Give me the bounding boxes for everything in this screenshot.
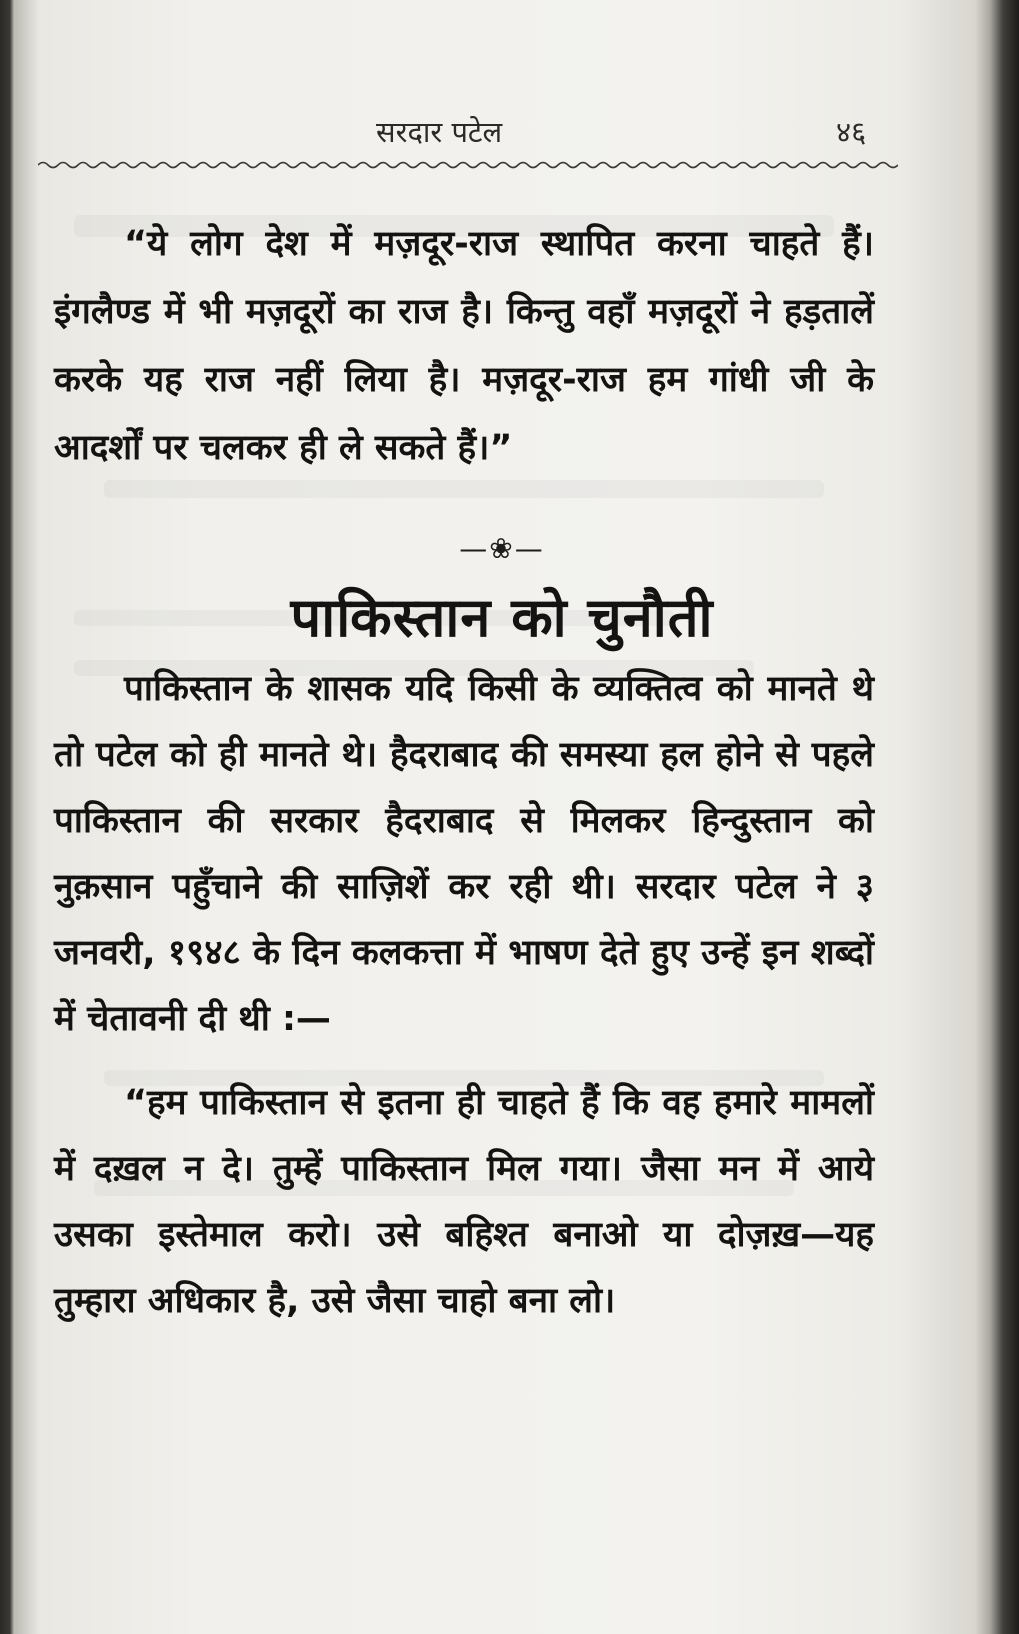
quote-paragraph: “ये लोग देश में मज़दूर-राज स्थापित करना चाहते हैं। इंगलैण्ड में भी मज़दूरों का राज है। किन्तु वहाँ मज़दूरों ने हड़तालें करके यह राज नहीं लिया है। मज़दूर-राज हम गांधी जी के आदर्शों पर चलकर ही ले सकते हैं।”: [54, 224, 874, 468]
page-number: ४६: [836, 115, 867, 149]
quote-paragraph-bottom: “हम पाकिस्तान से इतना ही चाहते हैं कि वह हमारे मामलों में दख़ल न दे। तुम्हें पाकिस्तान मिल गया। जैसा मन में आये उसका इस्तेमाल करो। उसे बहिश्त बनाओ या दोज़ख़—यह तुम्हारा अधिकार है, उसे जैसा चाहो बना लो।: [54, 1083, 874, 1321]
running-title: सरदार पटेल: [376, 115, 503, 149]
running-head: [14, 104, 990, 154]
section-ornament: —❀—: [459, 532, 545, 565]
section-heading: पाकिस्तान को चुनौती: [290, 586, 714, 649]
wavy-rule: [38, 158, 898, 172]
quote-block-top: [54, 210, 874, 482]
book-page: [14, 0, 990, 1634]
body-paragraph: पाकिस्तान के शासक यदि किसी के व्यक्तित्व को मानते थे तो पटेल को ही मानते थे। हैदराबाद की समस्या हल होने से पहले पाकिस्तान की सरकार हैदराबाद से मिलकर हिन्दुस्तान को नुक़सान पहुँचाने की साज़िशें कर रही थी। सरदार पटेल ने ३ जनवरी, १९४८ के दिन कलकत्ता में भाषण देते हुए उन्हें इन शब्दों में चेतावनी दी थी :—: [54, 669, 874, 1039]
body-block: [54, 656, 874, 1334]
